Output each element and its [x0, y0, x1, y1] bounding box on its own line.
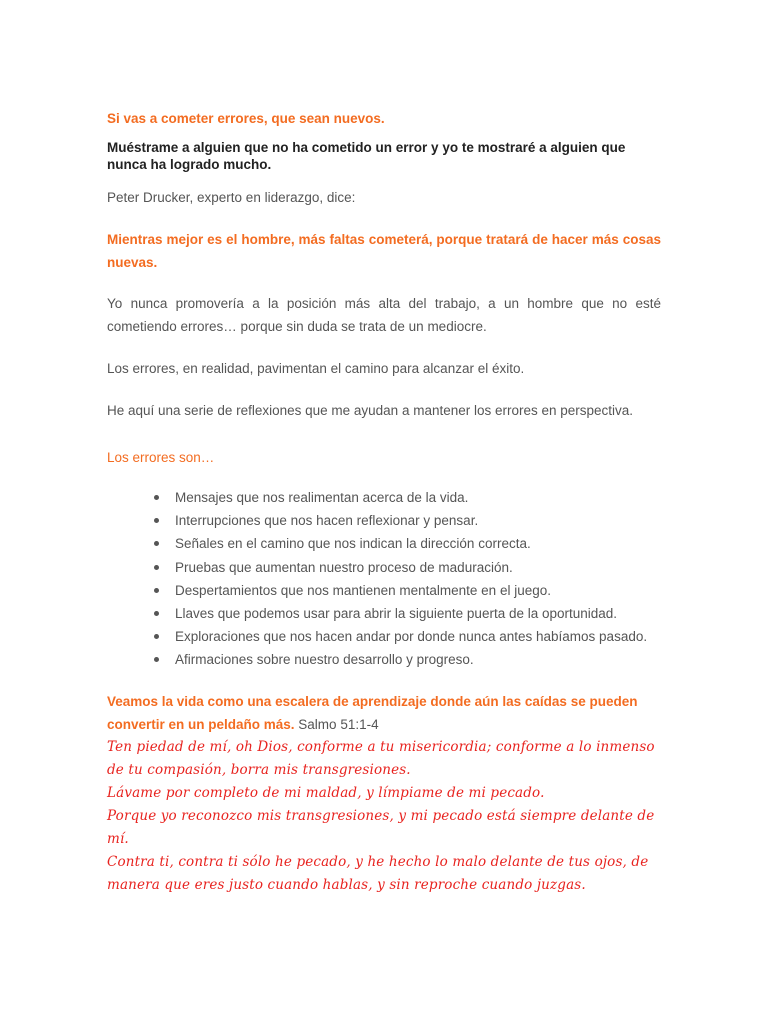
list-item-text: Despertamientos que nos mantienen mentalmente en el juego.	[175, 582, 551, 598]
errors-list-title: Los errores son…	[107, 450, 215, 465]
list-item	[154, 556, 654, 579]
bullet-icon	[154, 518, 159, 523]
bullet-icon	[154, 657, 159, 662]
list-item-text: Señales en el camino que nos indican la dirección correcta.	[175, 536, 531, 552]
psalm-passage	[107, 736, 663, 897]
quote-intro: Peter Drucker, experto en liderazgo, dice:	[107, 190, 356, 205]
heading-show-me: Muéstrame a alguien que no ha cometido un error y yo te mostraré a alguien que nunca ha logrado mucho.	[107, 140, 626, 172]
psalm-verse: Porque yo reconozco mis transgresiones, y mi pecado está siempre delante de mí.	[107, 808, 655, 847]
psalm-reference: Salmo 51:1-4	[294, 717, 379, 732]
list-item	[154, 579, 654, 602]
paragraph-pave-road: Los errores, en realidad, pavimentan el camino para alcanzar el éxito.	[107, 361, 525, 376]
bullet-icon	[154, 611, 159, 616]
bullet-icon	[154, 634, 159, 639]
errors-bullet-list	[154, 486, 654, 672]
list-item-text: Interrupciones que nos hacen reflexionar y pensar.	[175, 513, 479, 529]
bullet-icon	[154, 541, 159, 546]
list-item	[154, 486, 654, 509]
paragraph-promotion: Yo nunca promovería a la posición más alta del trabajo, a un hombre que no esté cometiendo errores… porque sin duda se trata de un mediocre.	[107, 296, 661, 334]
list-item-text: Llaves que podemos usar para abrir la siguiente puerta de la oportunidad.	[175, 605, 618, 621]
list-item-text: Mensajes que nos realimentan acerca de la vida.	[175, 490, 469, 505]
list-item-text: Exploraciones que nos hacen andar por donde nunca antes habíamos pasado.	[175, 629, 648, 645]
list-item	[154, 625, 654, 648]
bullet-icon	[154, 565, 159, 570]
psalm-verse: Lávame por completo de mi maldad, y límpiame de mi pecado.	[107, 785, 545, 801]
closing-statement: Veamos la vida como una escalera de aprendizaje donde aún las caídas se pueden convertir en un peldaño más.	[107, 694, 638, 732]
paragraph-reflections: He aquí una serie de reflexiones que me ayudan a mantener los errores en perspectiva.	[107, 403, 634, 418]
list-item	[154, 532, 654, 555]
list-item	[154, 602, 654, 625]
psalm-verse: Ten piedad de mí, oh Dios, conforme a tu misericordia; conforme a lo inmenso de tu compasión, borra mis transgresiones.	[107, 739, 655, 778]
heading-new-errors: Si vas a cometer errores, que sean nuevos.	[107, 111, 385, 126]
closing-paragraph	[107, 690, 661, 736]
bullet-icon	[154, 495, 159, 500]
psalm-verse: Contra ti, contra ti sólo he pecado, y he hecho lo malo delante de tus ojos, de manera que eres justo cuando hablas, y sin reproche cuando juzgas.	[107, 854, 649, 893]
drucker-quote: Mientras mejor es el hombre, más faltas cometerá, porque tratará de hacer más cosas nuevas.	[107, 232, 661, 270]
list-item-text: Afirmaciones sobre nuestro desarrollo y progreso.	[175, 652, 474, 668]
list-item-text: Pruebas que aumentan nuestro proceso de maduración.	[175, 559, 513, 575]
list-item	[154, 648, 654, 671]
list-item	[154, 509, 654, 532]
bullet-icon	[154, 588, 159, 593]
